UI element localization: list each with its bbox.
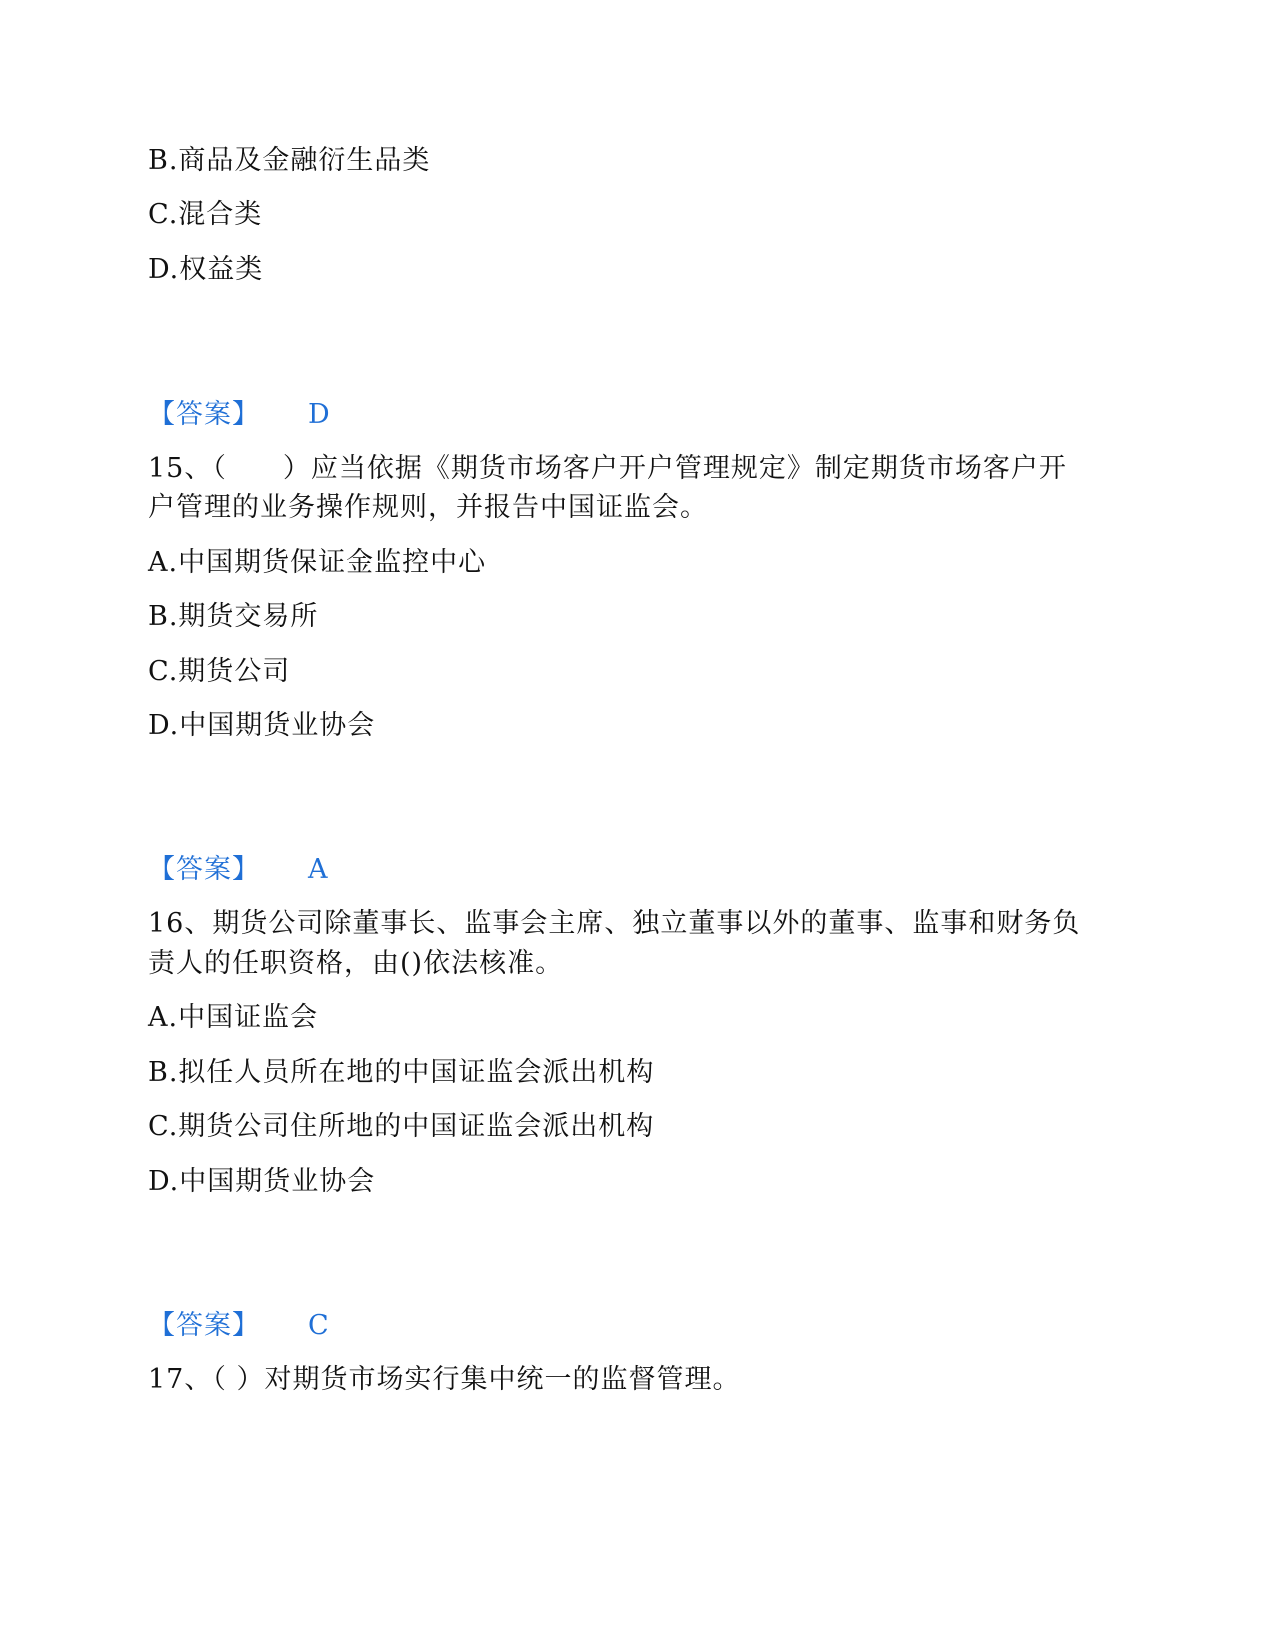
option-b: B.商品及金融衍生品类 (148, 145, 431, 176)
option-b: B.拟任人员所在地的中国证监会派出机构 (148, 1057, 655, 1088)
option-c: C.期货公司 (148, 656, 291, 687)
answer-value: C (308, 1310, 330, 1341)
option-a: A.中国证监会 (148, 1002, 319, 1033)
question-stem-continued: 户管理的业务操作规则，并报告中国证监会。 (148, 492, 708, 523)
answer-label: 【答案】 (148, 1310, 260, 1341)
question-stem: 17、（ ）对期货市场实行集中统一的监督管理。 (148, 1364, 741, 1395)
answer-label: 【答案】 (148, 399, 260, 430)
option-b: B.期货交易所 (148, 601, 319, 632)
option-d: D.中国期货业协会 (148, 710, 376, 741)
option-c: C.混合类 (148, 199, 263, 230)
answer-row (148, 397, 331, 433)
answer-value: A (308, 854, 329, 885)
option-d: D.中国期货业协会 (148, 1166, 376, 1197)
option-a: A.中国期货保证金监控中心 (148, 547, 487, 578)
answer-row (148, 1308, 330, 1344)
option-c: C.期货公司住所地的中国证监会派出机构 (148, 1111, 655, 1142)
answer-label: 【答案】 (148, 854, 260, 885)
answer-value: D (308, 399, 331, 430)
question-stem: 16、期货公司除董事长、监事会主席、独立董事以外的董事、监事和财务负 (148, 908, 1081, 939)
question-stem: 15、（ ）应当依据《期货市场客户开户管理规定》制定期货市场客户开 (148, 453, 1067, 484)
question-stem-continued: 责人的任职资格，由()依法核准。 (148, 948, 564, 979)
answer-row (148, 852, 329, 888)
option-d: D.权益类 (148, 254, 264, 285)
